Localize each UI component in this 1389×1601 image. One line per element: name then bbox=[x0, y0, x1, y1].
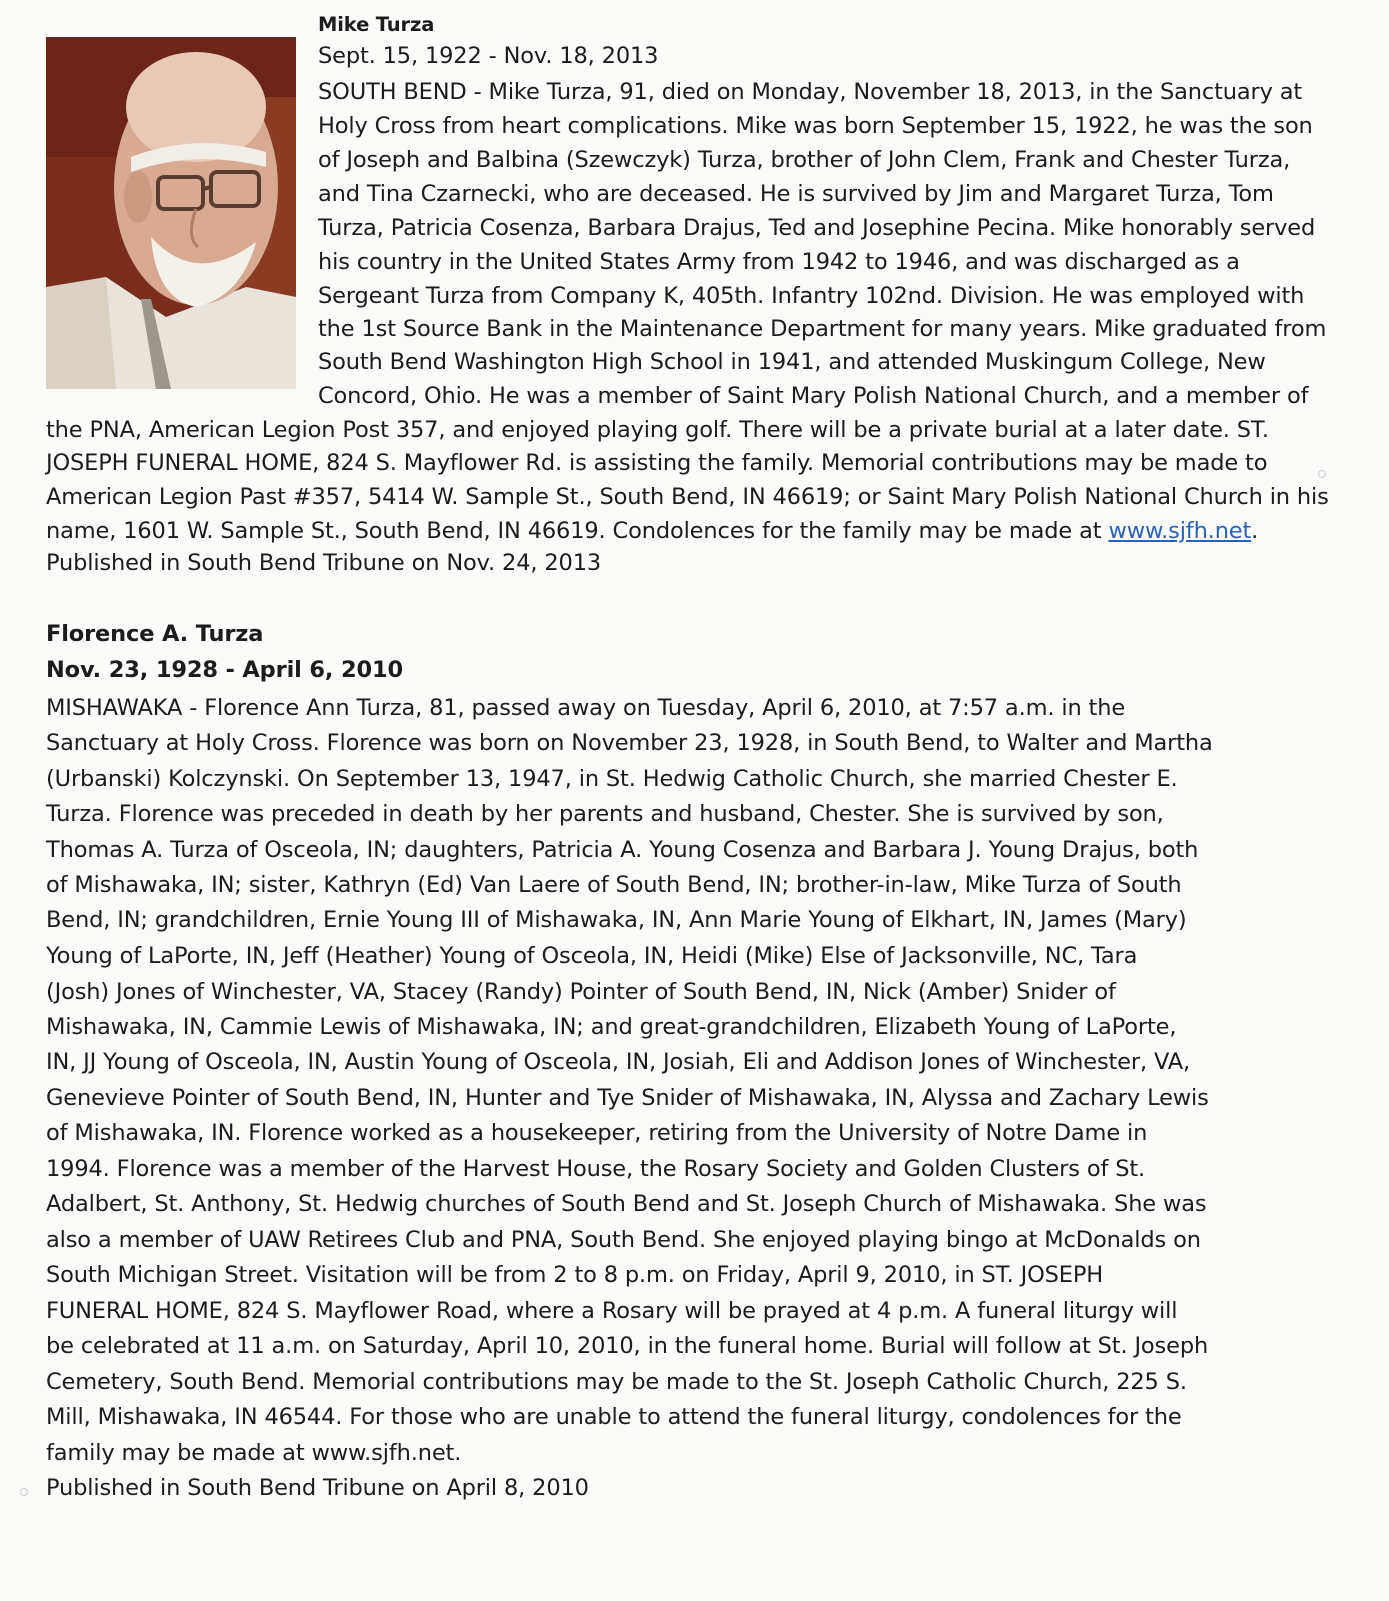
florence-body-line: MISHAWAKA - Florence Ann Turza, 81, passed away on Tuesday, April 6, 2010, at 7:57 a.m. in the bbox=[46, 695, 1126, 721]
florence-body-line: Turza. Florence was preceded in death by her parents and husband, Chester. She is survived by son, bbox=[46, 801, 1164, 827]
florence-published: Published in South Bend Tribune on April 8, 2010 bbox=[46, 1475, 589, 1501]
florence-body-line: be celebrated at 11 a.m. on Saturday, April 10, 2010, in the funeral home. Burial will follow at St. Joseph bbox=[46, 1333, 1209, 1359]
florence-body-line: Genevieve Pointer of South Bend, IN, Hunter and Tye Snider of Mishawaka, IN, Alyssa and Zachary Lewis bbox=[46, 1085, 1209, 1111]
florence-body-line: (Urbanski) Kolczynski. On September 13, 1947, in St. Hedwig Catholic Church, she married Chester E. bbox=[46, 766, 1178, 792]
mike-body-text: name, 1601 W. Sample St., South Bend, IN 46619. Condolences for the family may be made at bbox=[46, 518, 1109, 544]
florence-body-line: Mill, Mishawaka, IN 46544. For those who are unable to attend the funeral liturgy, condolences for the bbox=[46, 1404, 1182, 1430]
florence-body-line: of Mishawaka, IN; sister, Kathryn (Ed) Van Laere of South Bend, IN; brother-in-law, Mike Turza of South bbox=[46, 872, 1182, 898]
florence-body-line: FUNERAL HOME, 824 S. Mayflower Road, where a Rosary will be prayed at 4 p.m. A funeral liturgy will bbox=[46, 1298, 1178, 1324]
florence-body-line: Bend, IN; grandchildren, Ernie Young III of Mishawaka, IN, Ann Marie Young of Elkhart, IN, James (Mary) bbox=[46, 907, 1187, 933]
mike-body-line: American Legion Past #357, 5414 W. Sample St., South Bend, IN 46619; or Saint Mary Polish National Church in his bbox=[46, 484, 1329, 510]
mike-body-line: of Joseph and Balbina (Szewczyk) Turza, brother of John Clem, Frank and Chester Turza, bbox=[318, 147, 1291, 173]
florence-body-line: Thomas A. Turza of Osceola, IN; daughters, Patricia A. Young Cosenza and Barbara J. Young Drajus, both bbox=[46, 837, 1199, 863]
florence-body-line: 1994. Florence was a member of the Harvest House, the Rosary Society and Golden Clusters of St. bbox=[46, 1156, 1146, 1182]
mike-body-line: Concord, Ohio. He was a member of Saint Mary Polish National Church, and a member of bbox=[318, 383, 1309, 409]
mike-dates: Sept. 15, 1922 - Nov. 18, 2013 bbox=[318, 43, 659, 69]
florence-body-line: Mishawaka, IN, Cammie Lewis of Mishawaka, IN; and great-grandchildren, Elizabeth Young of LaPorte, bbox=[46, 1014, 1177, 1040]
mike-body-line: and Tina Czarnecki, who are deceased. He is survived by Jim and Margaret Turza, Tom bbox=[318, 181, 1274, 207]
florence-body-line: (Josh) Jones of Winchester, VA, Stacey (Randy) Pointer of South Bend, IN, Nick (Amber) Snider of bbox=[46, 979, 1116, 1005]
florence-body-line: also a member of UAW Retirees Club and PNA, South Bend. She enjoyed playing bingo at McDonalds on bbox=[46, 1227, 1201, 1253]
mike-name: Mike Turza bbox=[318, 13, 435, 36]
mike-body-line: his country in the United States Army from 1942 to 1946, and was discharged as a bbox=[318, 249, 1240, 275]
florence-body-line: Young of LaPorte, IN, Jeff (Heather) Young of Osceola, IN, Heidi (Mike) Else of Jacksonville, NC, Tara bbox=[46, 943, 1138, 969]
sjfh-link[interactable]: www.sjfh.net bbox=[1108, 518, 1252, 544]
florence-body-line: of Mishawaka, IN. Florence worked as a housekeeper, retiring from the University of Notre Dame in bbox=[46, 1120, 1148, 1146]
florence-body-line: IN, JJ Young of Osceola, IN, Austin Young of Osceola, IN, Josiah, Eli and Addison Jones of Winchester, VA, bbox=[46, 1049, 1191, 1075]
florence-name: Florence A. Turza bbox=[46, 621, 264, 647]
mike-body-line: the PNA, American Legion Post 357, and enjoyed playing golf. There will be a private burial at a later date. ST. bbox=[46, 417, 1269, 443]
mike-body-line: South Bend Washington High School in 1941, and attended Muskingum College, New bbox=[318, 349, 1266, 375]
mike-body-line-last bbox=[46, 515, 1258, 548]
scan-speck bbox=[1318, 470, 1326, 478]
scan-speck bbox=[20, 1488, 28, 1496]
mike-published: Published in South Bend Tribune on Nov. 24, 2013 bbox=[46, 550, 602, 576]
mike-body-line: the 1st Source Bank in the Maintenance Department for many years. Mike graduated from bbox=[318, 316, 1327, 342]
florence-body-line: Cemetery, South Bend. Memorial contributions may be made to the St. Joseph Catholic Church, 225 S. bbox=[46, 1369, 1187, 1395]
florence-body-line: Sanctuary at Holy Cross. Florence was born on November 23, 1928, in South Bend, to Walter and Martha bbox=[46, 730, 1213, 756]
florence-body-line: South Michigan Street. Visitation will be from 2 to 8 p.m. on Friday, April 9, 2010, in ST. JOSEPH bbox=[46, 1262, 1104, 1288]
mike-body-line: Turza, Patricia Cosenza, Barbara Drajus, Ted and Josephine Pecina. Mike honorably served bbox=[318, 215, 1316, 241]
mike-body-line: SOUTH BEND - Mike Turza, 91, died on Monday, November 18, 2013, in the Sanctuary at bbox=[318, 79, 1303, 105]
mike-body-line: JOSEPH FUNERAL HOME, 824 S. Mayflower Rd. is assisting the family. Memorial contributions may be made to bbox=[46, 450, 1268, 476]
mike-body-line: Sergeant Turza from Company K, 405th. Infantry 102nd. Division. He was employed with bbox=[318, 283, 1305, 309]
mike-body-period: . bbox=[1251, 518, 1259, 544]
florence-dates: Nov. 23, 1928 - April 6, 2010 bbox=[46, 657, 404, 683]
florence-body-line: family may be made at www.sjfh.net. bbox=[46, 1440, 462, 1466]
mike-body-line: Holy Cross from heart complications. Mike was born September 15, 1922, he was the son bbox=[318, 113, 1313, 139]
mike-turza-photo bbox=[46, 37, 296, 389]
florence-body-line: Adalbert, St. Anthony, St. Hedwig churches of South Bend and St. Joseph Church of Mishawaka. She was bbox=[46, 1191, 1207, 1217]
